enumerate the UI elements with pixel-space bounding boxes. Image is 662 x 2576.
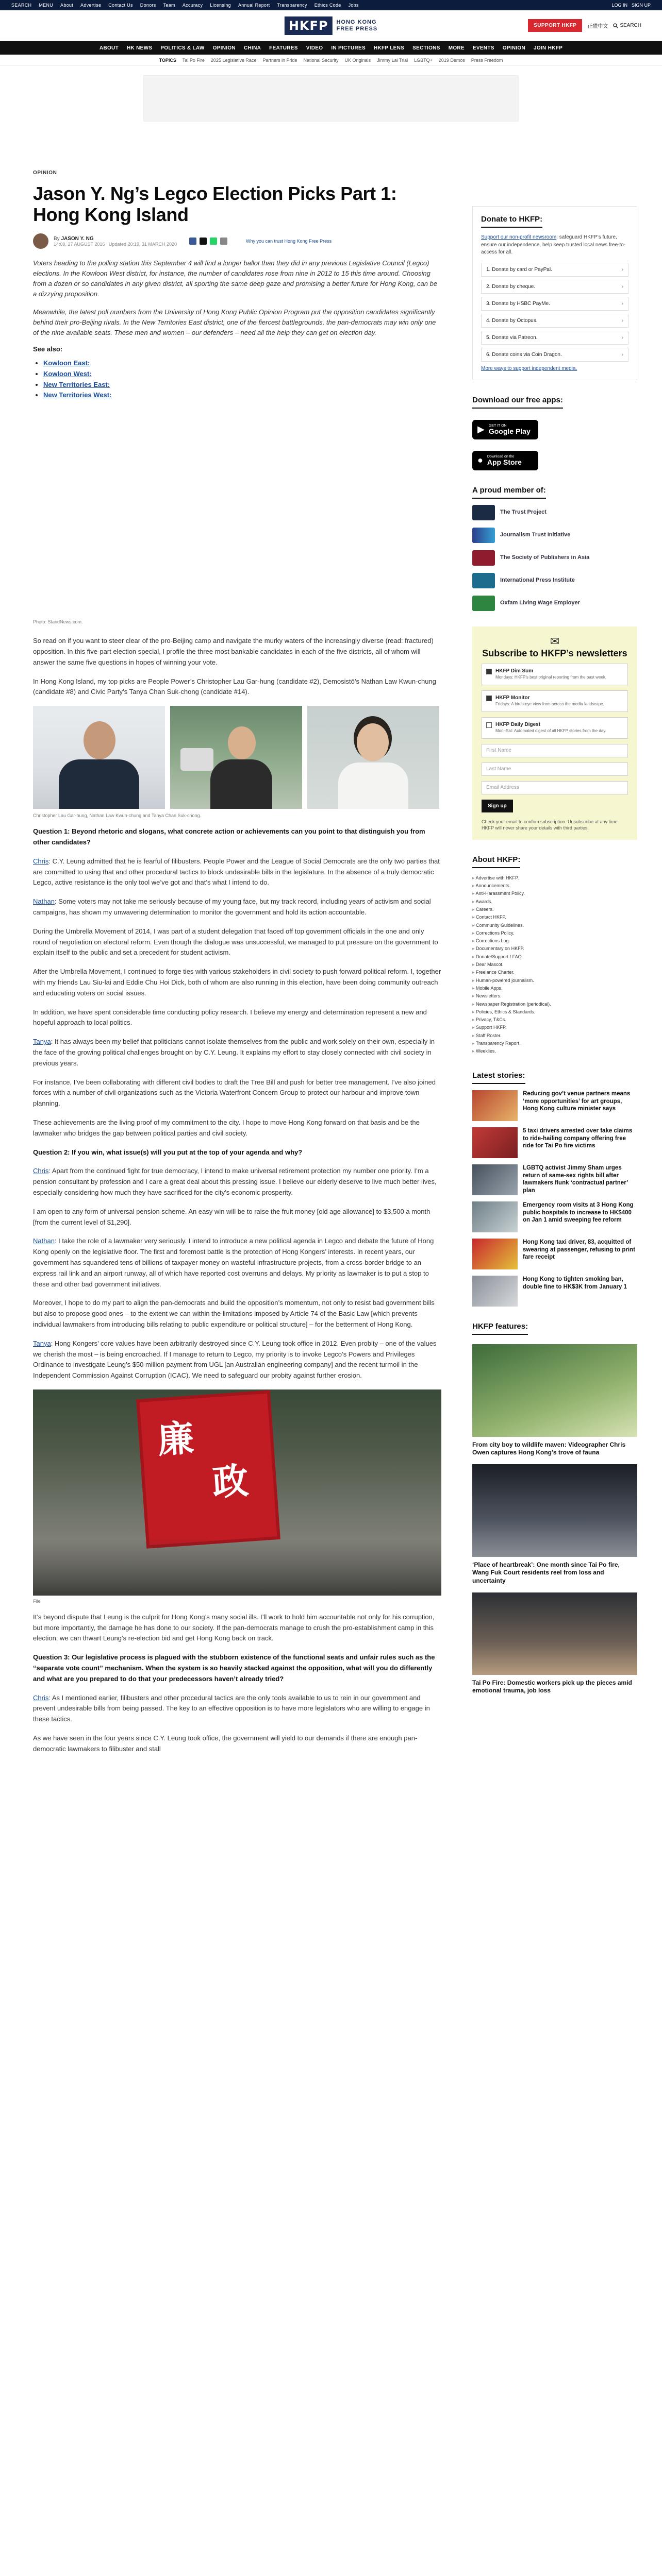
sopa-logo <box>472 550 495 566</box>
nav-join[interactable]: JOIN HKFP <box>534 45 563 51</box>
nav-china[interactable]: CHINA <box>243 45 261 51</box>
member-name: Oxfam Living Wage Employer <box>500 599 580 606</box>
donate-intro-text: : safeguard HKFP’s future, ensure our independence, help keep trusted local news free-to-access for all. <box>481 234 626 255</box>
about-link[interactable]: ▸ Policies, Ethics & Standards. <box>472 1008 637 1016</box>
lede-paragraph: Meanwhile, the latest poll numbers from the University of Hong Kong Public Opinion Program put the opposition candidates significantly behind their pro-Beijing rivals. In the New Territories East district, one of the fiercest battlegrounds, the pan-democrats may win only one of the nine available seats. These men and women – our defenders – need all the help they can get on election day. <box>33 308 436 336</box>
topbar-link-accuracy[interactable]: Accuracy <box>182 3 203 8</box>
donate-option[interactable] <box>481 348 628 362</box>
photo-caption: Photo: StandNews.com. <box>33 619 83 625</box>
story-title: Hong Kong taxi driver, 83, acquitted of swearing at passenger, refusing to print fare receipt <box>523 1239 635 1261</box>
topbar-link-search[interactable]: SEARCH <box>11 3 32 8</box>
signup-button[interactable]: Sign up <box>482 800 513 812</box>
features-section <box>472 1322 637 1695</box>
photo-placeholder <box>33 401 441 617</box>
nav-politics-law[interactable]: POLITICS & LAW <box>160 45 205 51</box>
speaker-link[interactable]: Nathan <box>33 1237 55 1245</box>
speaker-link[interactable]: Chris <box>33 1693 49 1702</box>
see-also-link[interactable]: New Territories West: <box>43 391 112 399</box>
newsletter-option-text <box>495 668 606 681</box>
trust-project-logo <box>472 505 495 520</box>
byline-text <box>54 236 177 247</box>
list-item <box>43 380 441 391</box>
member-name: The Trust Project <box>500 509 547 515</box>
updated-date: Updated 20:19, 31 MARCH 2020 <box>108 241 177 247</box>
story-thumbnail <box>472 1090 518 1121</box>
story-title: Reducing gov’t venue partners means ‘more opportunities’ for art groups, Hong Kong culture minister says <box>523 1090 631 1112</box>
answer-text: : It has always been my belief that politicians cannot isolate themselves from the public and work solely on their own, especially in the face of the growing political challenges brought on by C.Y. Leung. It explains my effort to stay closely connected with civil society in previous years. <box>33 1038 435 1067</box>
question-1: Question 1: Beyond rhetoric and slogans, what concrete action or achievements can you point to that distinguish you from other candidates? <box>33 827 425 846</box>
member-name: The Society of Publishers in Asia <box>500 554 590 561</box>
speaker-link[interactable]: Tanya <box>33 1339 51 1347</box>
topbar-link-licensing[interactable]: Licensing <box>210 3 231 8</box>
chevron-right-icon: › <box>621 266 623 273</box>
feature-story[interactable] <box>472 1464 637 1585</box>
donate-option-label: 5. Donate via Patreon. <box>486 334 538 341</box>
member-heading: A proud member of: <box>472 486 546 499</box>
feature-image <box>472 1592 637 1675</box>
story-title: Hong Kong to tighten smoking ban, double fine to HK$3K from January 1 <box>523 1276 627 1290</box>
search-icon <box>613 23 618 28</box>
topbar-link-menu[interactable]: MENU <box>39 3 54 8</box>
answer-paragraph <box>33 1338 441 1381</box>
google-play-small: GET IT ON <box>488 423 507 428</box>
email-input[interactable]: Email Address <box>482 781 628 794</box>
member-oxfam[interactable] <box>472 596 637 611</box>
ad-banner[interactable] <box>143 75 519 122</box>
play-icon: ▶ <box>477 424 485 434</box>
last-name-input[interactable]: Last Name <box>482 762 628 776</box>
topic-link[interactable]: National Security <box>303 57 339 63</box>
about-link[interactable]: ▸ Mobile Apps. <box>472 985 637 992</box>
chevron-right-icon: › <box>621 283 623 290</box>
author-link[interactable]: JASON Y. NG <box>61 235 94 242</box>
topics-label: TOPICS <box>159 57 176 63</box>
about-link[interactable]: ▸ Newspaper Registration (periodical). <box>472 1001 637 1008</box>
share-buttons <box>189 238 227 245</box>
newsletter-note: Check your email to confirm subscription. Unsubscribe at any time. HKFP will never share your details with third parties. <box>482 819 619 831</box>
donate-option-label: 3. Donate by HSBC PayMe. <box>486 300 550 307</box>
google-play-button[interactable] <box>472 420 538 439</box>
about-link[interactable]: ▸ Announcements. <box>472 882 637 890</box>
answer-paragraph: Moreover, I hope to do my part to align the pan-democrats and build the opposition’s momentum, not only to resist bad government bills but also to propose good ones – to the extent we can within the limitations imposed by Article 74 of the Basic Law [which prevents individual lawmakers from introducing bills relating to public expenditure or political structure] – for the betterment of Hong Kong. <box>33 1299 435 1328</box>
answer-text: : Hong Kongers’ core values have been arbitrarily destroyed since C.Y. Leung took office in 2012. Even probity – one of the values we cherish the most – is being encroached. If I manage to return to Legco, my priority is to invoke Legco’s Powers and Privileges Ordinance to investigate Leung’s $50 million payment from UGL [an Australian engineering company] and the recent turmoil in the Independent Commission Against Corruption (ICAC). We need to safeguard our probity against further erosion. <box>33 1339 437 1380</box>
app-store-small: Download on the <box>487 454 515 459</box>
search-button[interactable] <box>613 23 641 28</box>
masthead-actions <box>528 19 641 32</box>
answer-paragraph: In addition, we have spent considerable time conducting policy research. I believe my energy and determination represent a new and hopeful approach to local politics. <box>33 1008 427 1027</box>
topbar-link-donors[interactable]: Donors <box>140 3 156 8</box>
story-thumbnail <box>472 1127 518 1158</box>
site-logo[interactable] <box>285 16 377 35</box>
question-3: Question 3: Our legislative process is plagued with the stubborn existence of the functional seats and unfair rules such as the “separate vote count” mechanism. When the system is so heavily stacked against the opposition, what will you do differently and what are you prepared to do that your predecessors haven’t already tried? <box>33 1653 435 1683</box>
app-store-button[interactable] <box>472 451 538 470</box>
topbar-account <box>611 3 651 8</box>
donate-option-label: 1. Donate by card or PayPal. <box>486 266 552 273</box>
latest-story[interactable] <box>472 1090 637 1121</box>
topic-link[interactable]: Jimmy Lai Trial <box>377 57 408 63</box>
about-link[interactable]: ▸ Privacy, T&Cs. <box>472 1016 637 1024</box>
latest-story[interactable] <box>472 1127 637 1158</box>
donate-option[interactable] <box>481 297 628 311</box>
candidate-photo-nathan <box>170 706 302 809</box>
masthead <box>0 10 662 41</box>
app-store-big: App Store <box>487 457 522 466</box>
file-caption: File <box>33 1598 41 1604</box>
donate-option-label: 2. Donate by cheque. <box>486 283 536 290</box>
logo-line-2: FREE PRESS <box>336 25 378 32</box>
latest-story[interactable] <box>472 1239 637 1269</box>
byline <box>33 233 441 249</box>
latest-story[interactable] <box>472 1164 637 1195</box>
chevron-right-icon: › <box>621 317 623 324</box>
newsletter-option[interactable] <box>482 664 628 685</box>
about-link[interactable]: ▸ Donate/Support / FAQ. <box>472 953 637 961</box>
topbar-links <box>11 3 366 8</box>
article-title: Jason Y. Ng’s Legco Election Picks Part 1: Hong Kong Island <box>33 183 397 226</box>
support-hkfp-button[interactable]: SUPPORT HKFP <box>528 19 582 32</box>
latest-story[interactable] <box>472 1276 637 1307</box>
login-link[interactable]: LOG IN <box>611 3 627 8</box>
icac-photo <box>33 1389 441 1596</box>
checkbox-checked[interactable] <box>486 669 492 674</box>
nav-opinion[interactable]: OPINION <box>212 45 236 51</box>
feature-title: Tai Po Fire: Domestic workers pick up the pieces amid emotional trauma, job loss <box>472 1679 632 1694</box>
body-paragraph: In Hong Kong Island, my top picks are People Power’s Christopher Lau Gar-hung (candidate #2), Demosistō’s Nathan Law Kwun-chung (candidate #8) and Civic Party’s Tanya Chan Suk-chong (candidate #14). <box>33 677 436 696</box>
chevron-right-icon: › <box>621 334 623 341</box>
topbar-link-about[interactable]: About <box>60 3 74 8</box>
list-item <box>43 358 441 369</box>
topbar-link-advertise[interactable]: Advertise <box>80 3 102 8</box>
topbar-link-jobs[interactable]: Jobs <box>348 3 359 8</box>
about-link[interactable]: ▸ Newsletters. <box>472 992 637 1000</box>
topbar-link-contact[interactable]: Contact Us <box>108 3 133 8</box>
topic-link[interactable]: 2025 Legislative Race <box>210 57 257 63</box>
oxfam-logo <box>472 596 495 611</box>
topbar-link-annual-report[interactable]: Annual Report <box>238 3 270 8</box>
app-store-text <box>487 455 522 466</box>
answer-paragraph <box>33 896 441 918</box>
newsletter-option-desc: Mondays: HKFP’s best original reporting from the past week. <box>495 675 607 680</box>
answer-paragraph <box>33 1236 441 1290</box>
member-trust-project[interactable] <box>472 505 637 520</box>
article-body <box>33 636 441 1754</box>
topbar-link-ethics[interactable]: Ethics Code <box>314 3 341 8</box>
candidate-photo-chris <box>33 706 165 809</box>
ipi-logo <box>472 573 495 588</box>
donate-option-label: 4. Donate by Octopus. <box>486 317 538 324</box>
chevron-right-icon: › <box>621 351 623 358</box>
see-also-link[interactable]: Kowloon West: <box>43 369 92 378</box>
logo-wordmark <box>336 19 377 32</box>
logo-mark: HKFP <box>285 16 333 35</box>
feature-title: ‘Place of heartbreak’: One month since Tai Po fire, Wang Fuk Court residents reel from loss and uncertainty <box>472 1561 620 1584</box>
nav-hk-news[interactable]: HK NEWS <box>126 45 153 51</box>
candidate-photos-caption: Christopher Lau Gar-hung, Nathan Law Kwun-chung and Tanya Chan Suk-chong. <box>33 813 202 819</box>
see-also-label: See also: <box>33 345 63 353</box>
answer-paragraph <box>33 1166 441 1198</box>
answer-text: : Apart from the continued fight for true democracy, I intend to make universal retirement protection my number one priority. I’m a pension consultant by profession and I care a great deal about this pressing issue. I believe our elderly deserve to live much better lives, especially considering how much they have sacrificed for the city’s economic prosperity. <box>33 1167 437 1196</box>
features-heading: HKFP features: <box>472 1322 528 1335</box>
about-link[interactable]: ▸ Advertise with HKFP. <box>472 874 637 882</box>
article-category[interactable]: OPINION <box>33 170 57 176</box>
body-paragraph: So read on if you want to steer clear of the pro-Beijing camp and navigate the murky waters of the increasingly diverse (read: fractured) opposition. In this five-part election special, I profile the three most bankable candidates in each of the five districts, all of whom will answer the same five questions in hopes of winning your vote. <box>33 637 434 666</box>
answer-paragraph: These achievements are the living proof of my commitment to the city. I hope to move Hong Kong forward on that basis and be the lawmaker who bridges the gap between political parties and civil society. <box>33 1118 420 1137</box>
see-also-link[interactable]: New Territories East: <box>43 380 110 388</box>
about-link[interactable]: ▸ Careers. <box>472 906 637 913</box>
answer-paragraph <box>33 856 441 888</box>
see-also-link[interactable]: Kowloon East: <box>43 359 90 367</box>
mail-icon: ✉ <box>550 634 560 648</box>
about-link[interactable]: ▸ Dear Mascot. <box>472 961 637 969</box>
lede-paragraph: Voters heading to the polling station this September 4 will find a longer ballot than they did in any previous Legislative Council (Legco) elections. In the Kowloon West district, for instance, the number of candidates rose from nine in 2012 to 15 this time around. Choosing from a dozen or so candidates in any given district, all sporting the same deep gaze and promising a better future for Hong Kong, can be a dizzying proposition. <box>33 259 438 298</box>
nav-about[interactable]: ABOUT <box>99 45 119 51</box>
article <box>33 170 441 1763</box>
list-item <box>43 390 441 401</box>
answer-paragraph <box>33 1693 441 1725</box>
answer-text: : Some voters may not take me seriously because of my young face, but my track record, including years of activism and social campaigns, has shown my unwavering determination to monitor the government and hold its action accountable. <box>33 897 431 916</box>
body-paragraph: It’s beyond dispute that Leung is the culprit for Hong Kong’s many social ills. I’ll work to hold him accountable not only for his corruption, but more importantly, the damage he has done to our society. If the pan-democrats manage to crush the pro-establishment camp in this election, we can thwart Leung’s re-election bid and get Hong Kong back on track. <box>33 1613 435 1642</box>
donate-more-link[interactable]: More ways to support independent media. <box>481 365 577 371</box>
byline-prefix: By <box>54 235 60 242</box>
latest-heading: Latest stories: <box>472 1071 525 1084</box>
donate-intro <box>481 234 628 257</box>
apple-icon: ● <box>477 455 483 465</box>
speaker-link[interactable]: Nathan <box>33 897 55 906</box>
published-date: 14:00, 27 AUGUST 2016 <box>54 241 105 247</box>
main-nav <box>0 41 662 55</box>
nav-features[interactable]: FEATURES <box>269 45 298 51</box>
topbar-link-transparency[interactable]: Transparency <box>277 3 307 8</box>
member-jti[interactable] <box>472 528 637 543</box>
protest-banner: 廉 政 <box>136 1390 280 1548</box>
latest-section <box>472 1071 637 1307</box>
about-link[interactable]: ▸ Staff Roster. <box>472 1032 637 1040</box>
feature-story[interactable] <box>472 1344 637 1457</box>
feature-image <box>472 1464 637 1557</box>
topic-link[interactable]: Partners in Pride <box>262 57 297 63</box>
about-link[interactable]: ▸ Human-powered journalism. <box>472 977 637 985</box>
author-avatar <box>33 233 48 249</box>
signup-link[interactable]: SIGN UP <box>631 3 651 8</box>
donate-option-label: 6. Donate coins via Coin Dragon. <box>486 351 562 358</box>
donate-option[interactable] <box>481 263 628 277</box>
feature-title: From city boy to wildlife maven: Videographer Chris Owen captures Hong Kong’s trove of fauna <box>472 1440 626 1456</box>
candidate-photo-tanya <box>307 706 439 809</box>
newsletter-option-name: HKFP Daily Digest <box>495 721 541 727</box>
newsletter-option[interactable] <box>482 690 628 712</box>
speaker-link[interactable]: Tanya <box>33 1038 51 1046</box>
about-link[interactable]: ▸ Contact HKFP. <box>472 913 637 921</box>
feature-image <box>472 1344 637 1437</box>
newsletter-option-name: HKFP Monitor <box>495 694 530 701</box>
story-thumbnail <box>472 1201 518 1232</box>
about-link[interactable]: ▸ Documentary on HKFP. <box>472 945 637 953</box>
checkbox-unchecked[interactable] <box>486 722 492 728</box>
see-also-list <box>43 358 441 401</box>
search-label: SEARCH <box>620 23 641 28</box>
story-title: LGBTQ activist Jimmy Sham urges return of same-sex rights bill after lawmakers flunk ‘contractual partner’ plan <box>523 1164 628 1194</box>
about-heading: About HKFP: <box>472 855 520 868</box>
about-link[interactable]: ▸ Support HKFP. <box>472 1024 637 1031</box>
twitter-share-icon[interactable] <box>200 238 207 245</box>
logo-line-1: HONG KONG <box>336 19 377 25</box>
apps-section <box>472 396 637 470</box>
member-name: International Press Institute <box>500 577 575 583</box>
newsletter-option-text <box>495 722 606 734</box>
speaker-link[interactable]: Chris <box>33 1167 49 1175</box>
top-bar <box>0 0 662 10</box>
story-title: 5 taxi drivers arrested over fake claims to ride-hailing company offering free ride for Tai Po fire victims <box>523 1127 633 1149</box>
answer-text: : I take the role of a lawmaker very seriously. I intend to introduce a new political agenda in Legco and debate the future of Hong Kong openly on the legislative floor. The first and foremost battle is the protection of Hong Kongers’ interests. In recent years, our government has squandered tens of billions of taxpayer money on wasteful infrastructure projects, from a cross-border bridge to an express rail link and an airport runway, all of which have reported cost overruns and delays. My priority as lawmaker is to put a stop to these and other bad government initiatives. <box>33 1237 434 1288</box>
about-link[interactable]: ▸ Anti-Harassment Policy. <box>472 890 637 897</box>
answer-text: : As I mentioned earlier, filibusters and other procedural tactics are the only tools available to us to rein in our government and prevent undesirable bills from being passed. The key to an effective opposition is to have more legislators who are willing to engage in these tactics. <box>33 1693 430 1723</box>
answer-paragraph: During the Umbrella Movement of 2014, I was part of a student delegation that faced off top government officials in the one and only round of negotiation on electoral reform. Even though the dialogue was unsuccessful, we managed to put pressure on the government to explain itself to the public and set a precedent for student activism. <box>33 927 438 957</box>
nav-video[interactable]: VIDEO <box>306 45 323 51</box>
donate-options <box>481 263 628 362</box>
whatsapp-share-icon[interactable] <box>210 238 217 245</box>
first-name-input[interactable]: First Name <box>482 744 628 757</box>
donate-option[interactable] <box>481 331 628 345</box>
donate-box <box>472 206 637 380</box>
nav-more[interactable]: MORE <box>448 45 465 51</box>
about-link[interactable]: ▸ Awards. <box>472 898 637 906</box>
story-thumbnail <box>472 1276 518 1307</box>
newsletter-option-desc: Mon–Sat: Automated digest of all HKFP stories from the day. <box>495 728 606 733</box>
answer-paragraph: I am open to any form of universal pension scheme. An easy win will be to raise the fruit money [old age allowance] to $3,500 a month [from the current level of $1,290]. <box>33 1207 431 1226</box>
facebook-share-icon[interactable] <box>189 238 196 245</box>
language-link[interactable]: 正體中文 <box>587 24 608 29</box>
member-sopa[interactable] <box>472 550 637 566</box>
answer-paragraph: After the Umbrella Movement, I continued to forge ties with various stakeholders in civil society to push forward political reform. I, together with my friends Lau Siu-lai and Eddie Chu Hoi Dick, both of whom are also running in this election, have been doing community outreach and educating voters on social issues. <box>33 968 441 997</box>
topic-link[interactable]: Tai Po Fire <box>182 57 205 63</box>
question-2: Question 2: If you win, what issue(s) will you put at the top of your agenda and why? <box>33 1148 303 1156</box>
story-thumbnail <box>472 1239 518 1269</box>
apps-heading: Download our free apps: <box>472 396 563 409</box>
about-link[interactable]: ▸ Community Guidelines. <box>472 922 637 929</box>
nav-opinion-2[interactable]: OPINION <box>502 45 526 51</box>
nav-events[interactable]: EVENTS <box>472 45 494 51</box>
answer-paragraph: As we have seen in the four years since C.Y. Leung took office, the government will yield to our demands if there are enough pan-democratic lawmakers to filibuster and stall <box>33 1734 418 1753</box>
candidate-photos <box>33 706 441 809</box>
donate-heading: Donate to HKFP: <box>481 215 542 228</box>
answer-paragraph <box>33 1037 441 1069</box>
nav-in-pictures[interactable]: IN PICTURES <box>331 45 366 51</box>
newsletter-option[interactable] <box>482 717 628 739</box>
topics-bar <box>0 55 662 66</box>
trust-link[interactable]: Why you can trust Hong Kong Free Press <box>246 239 332 244</box>
topic-link[interactable]: UK Originals <box>344 57 371 63</box>
latest-story[interactable] <box>472 1201 637 1232</box>
checkbox-checked[interactable] <box>486 696 492 701</box>
answer-paragraph: For instance, I’ve been collaborating with different civil bodies to draft the Tree Bill and push for better tree management. I’ve also joined forces with a number of civil organizations such as the Victoria Waterfront Concern Group to protect our harbour and improve town planning. <box>33 1078 436 1108</box>
story-thumbnail <box>472 1164 518 1195</box>
about-link[interactable]: ▸ Weeklies. <box>472 1047 637 1055</box>
story-title: Emergency room visits at 3 Hong Kong public hospitals to increase to HK$400 on Jan 1 amid sweeping fee reform <box>523 1201 634 1224</box>
about-section <box>472 855 637 1056</box>
about-link[interactable]: ▸ Corrections Policy. <box>472 929 637 937</box>
sidebar <box>472 206 637 1695</box>
article-lede <box>33 258 441 338</box>
about-list <box>472 874 637 1056</box>
google-play-big: Google Play <box>488 427 531 435</box>
topbar-link-team[interactable]: Team <box>163 3 175 8</box>
topic-link[interactable]: 2019 Demos <box>438 57 465 63</box>
nav-hkfp-lens[interactable]: HKFP LENS <box>373 45 405 51</box>
google-play-text <box>489 424 531 435</box>
speaker-link[interactable]: Chris <box>33 857 49 865</box>
answer-text: : C.Y. Leung admitted that he is fearful of filibusters. People Power and the League of Social Democrats are the only two parties that are committed to using that and other procedural tactics to block undesirable bills in the legislature. In the absence of a truly democratic Legco, active resistance is the only tool we’ve got and that’s what I intend to do. <box>33 857 440 887</box>
donate-option[interactable] <box>481 280 628 294</box>
about-link[interactable]: ▸ Corrections Log. <box>472 937 637 945</box>
member-section <box>472 486 637 611</box>
feature-story[interactable] <box>472 1592 637 1695</box>
member-ipi[interactable] <box>472 573 637 588</box>
newsletter-option-name: HKFP Dim Sum <box>495 668 534 674</box>
about-link[interactable]: ▸ Transparency Report. <box>472 1040 637 1047</box>
list-item <box>43 369 441 380</box>
chevron-right-icon: › <box>621 300 623 307</box>
jti-logo <box>472 528 495 543</box>
newsletter-heading: Subscribe to HKFP’s newsletters <box>482 648 627 658</box>
email-share-icon[interactable] <box>220 238 227 245</box>
donate-intro-link[interactable]: Support our non-profit newsroom <box>481 234 557 240</box>
newsletter-option-text <box>495 695 604 707</box>
newsletter-option-desc: Fridays: A birds-eye view from across the media landscape. <box>495 701 604 706</box>
member-name: Journalism Trust Initiative <box>500 531 571 538</box>
nav-sections[interactable]: SECTIONS <box>412 45 440 51</box>
topic-link[interactable]: LGBTQ+ <box>414 57 433 63</box>
about-link[interactable]: ▸ Freelance Charter. <box>472 969 637 976</box>
donate-option[interactable] <box>481 314 628 328</box>
newsletter-box <box>472 626 637 840</box>
topic-link[interactable]: Press Freedom <box>471 57 503 63</box>
